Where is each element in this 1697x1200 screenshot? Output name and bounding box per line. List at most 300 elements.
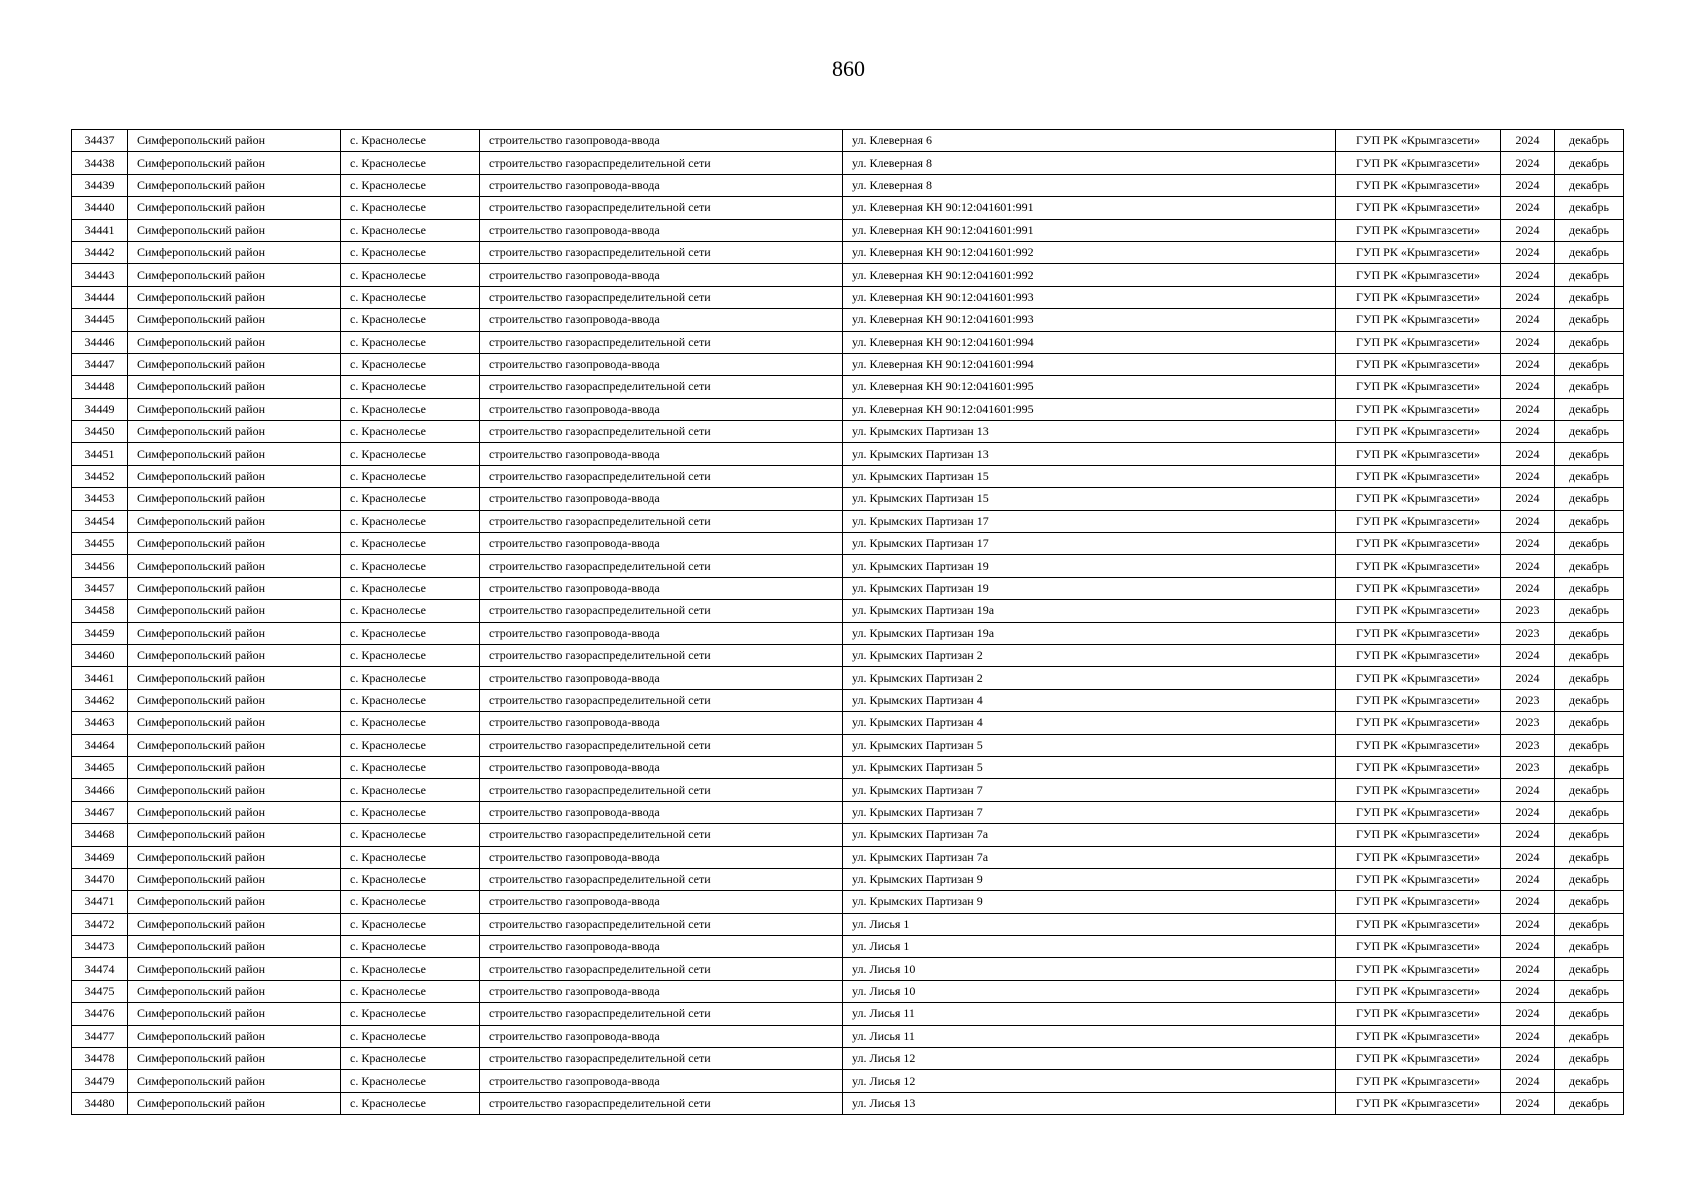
district-cell: Симферопольский район bbox=[128, 331, 341, 353]
work-type-cell: строительство газораспределительной сети bbox=[480, 868, 843, 890]
year-cell: 2024 bbox=[1501, 174, 1555, 196]
table-row bbox=[72, 1003, 1624, 1025]
address-cell: ул. Крымских Партизан 9 bbox=[843, 891, 1336, 913]
row-number: 34466 bbox=[72, 779, 128, 801]
year-cell: 2024 bbox=[1501, 891, 1555, 913]
organization-cell: ГУП РК «Крымгазсети» bbox=[1336, 1070, 1501, 1092]
row-number: 34462 bbox=[72, 689, 128, 711]
table-row bbox=[72, 241, 1624, 263]
district-cell: Симферопольский район bbox=[128, 264, 341, 286]
work-type-cell: строительство газопровода-ввода bbox=[480, 846, 843, 868]
table-row bbox=[72, 958, 1624, 980]
month-cell: декабрь bbox=[1555, 331, 1624, 353]
month-cell: декабрь bbox=[1555, 1092, 1624, 1114]
address-cell: ул. Клеверная КН 90:12:041601:995 bbox=[843, 398, 1336, 420]
work-type-cell: строительство газопровода-ввода bbox=[480, 488, 843, 510]
row-number: 34461 bbox=[72, 667, 128, 689]
organization-cell: ГУП РК «Крымгазсети» bbox=[1336, 219, 1501, 241]
work-type-cell: строительство газопровода-ввода bbox=[480, 980, 843, 1002]
settlement-cell: с. Краснолесье bbox=[341, 712, 480, 734]
table-row bbox=[72, 980, 1624, 1002]
organization-cell: ГУП РК «Крымгазсети» bbox=[1336, 398, 1501, 420]
work-type-cell: строительство газопровода-ввода bbox=[480, 1070, 843, 1092]
month-cell: декабрь bbox=[1555, 600, 1624, 622]
settlement-cell: с. Краснолесье bbox=[341, 331, 480, 353]
year-cell: 2024 bbox=[1501, 801, 1555, 823]
month-cell: декабрь bbox=[1555, 958, 1624, 980]
month-cell: декабрь bbox=[1555, 1025, 1624, 1047]
district-cell: Симферопольский район bbox=[128, 712, 341, 734]
year-cell: 2024 bbox=[1501, 443, 1555, 465]
district-cell: Симферопольский район bbox=[128, 241, 341, 263]
row-number: 34478 bbox=[72, 1048, 128, 1070]
organization-cell: ГУП РК «Крымгазсети» bbox=[1336, 174, 1501, 196]
month-cell: декабрь bbox=[1555, 577, 1624, 599]
table-row bbox=[72, 600, 1624, 622]
table-row bbox=[72, 846, 1624, 868]
year-cell: 2024 bbox=[1501, 1092, 1555, 1114]
month-cell: декабрь bbox=[1555, 555, 1624, 577]
month-cell: декабрь bbox=[1555, 622, 1624, 644]
settlement-cell: с. Краснолесье bbox=[341, 353, 480, 375]
row-number: 34446 bbox=[72, 331, 128, 353]
table-row bbox=[72, 421, 1624, 443]
district-cell: Симферопольский район bbox=[128, 219, 341, 241]
district-cell: Симферопольский район bbox=[128, 130, 341, 152]
settlement-cell: с. Краснолесье bbox=[341, 309, 480, 331]
work-type-cell: строительство газопровода-ввода bbox=[480, 756, 843, 778]
organization-cell: ГУП РК «Крымгазсети» bbox=[1336, 577, 1501, 599]
organization-cell: ГУП РК «Крымгазсети» bbox=[1336, 1003, 1501, 1025]
table-row bbox=[72, 152, 1624, 174]
row-number: 34465 bbox=[72, 756, 128, 778]
address-cell: ул. Клеверная КН 90:12:041601:994 bbox=[843, 331, 1336, 353]
table-row bbox=[72, 331, 1624, 353]
organization-cell: ГУП РК «Крымгазсети» bbox=[1336, 980, 1501, 1002]
month-cell: декабрь bbox=[1555, 779, 1624, 801]
table-row bbox=[72, 1025, 1624, 1047]
month-cell: декабрь bbox=[1555, 309, 1624, 331]
organization-cell: ГУП РК «Крымгазсети» bbox=[1336, 756, 1501, 778]
district-cell: Симферопольский район bbox=[128, 152, 341, 174]
district-cell: Симферопольский район bbox=[128, 980, 341, 1002]
district-cell: Симферопольский район bbox=[128, 801, 341, 823]
organization-cell: ГУП РК «Крымгазсети» bbox=[1336, 1025, 1501, 1047]
row-number: 34468 bbox=[72, 824, 128, 846]
settlement-cell: с. Краснолесье bbox=[341, 264, 480, 286]
table-row bbox=[72, 936, 1624, 958]
year-cell: 2024 bbox=[1501, 331, 1555, 353]
row-number: 34449 bbox=[72, 398, 128, 420]
work-type-cell: строительство газопровода-ввода bbox=[480, 174, 843, 196]
district-cell: Симферопольский район bbox=[128, 443, 341, 465]
work-type-cell: строительство газораспределительной сети bbox=[480, 376, 843, 398]
table-row bbox=[72, 801, 1624, 823]
month-cell: декабрь bbox=[1555, 443, 1624, 465]
organization-cell: ГУП РК «Крымгазсети» bbox=[1336, 197, 1501, 219]
year-cell: 2024 bbox=[1501, 779, 1555, 801]
year-cell: 2024 bbox=[1501, 421, 1555, 443]
row-number: 34471 bbox=[72, 891, 128, 913]
settlement-cell: с. Краснолесье bbox=[341, 1092, 480, 1114]
table-row bbox=[72, 465, 1624, 487]
row-number: 34479 bbox=[72, 1070, 128, 1092]
district-cell: Симферопольский район bbox=[128, 846, 341, 868]
year-cell: 2023 bbox=[1501, 600, 1555, 622]
year-cell: 2024 bbox=[1501, 219, 1555, 241]
year-cell: 2024 bbox=[1501, 1048, 1555, 1070]
district-cell: Симферопольский район bbox=[128, 197, 341, 219]
month-cell: декабрь bbox=[1555, 152, 1624, 174]
settlement-cell: с. Краснолесье bbox=[341, 824, 480, 846]
address-cell: ул. Клеверная КН 90:12:041601:994 bbox=[843, 353, 1336, 375]
year-cell: 2023 bbox=[1501, 689, 1555, 711]
organization-cell: ГУП РК «Крымгазсети» bbox=[1336, 891, 1501, 913]
work-type-cell: строительство газораспределительной сети bbox=[480, 600, 843, 622]
organization-cell: ГУП РК «Крымгазсети» bbox=[1336, 130, 1501, 152]
month-cell: декабрь bbox=[1555, 846, 1624, 868]
settlement-cell: с. Краснолесье bbox=[341, 622, 480, 644]
settlement-cell: с. Краснолесье bbox=[341, 891, 480, 913]
month-cell: декабрь bbox=[1555, 868, 1624, 890]
address-cell: ул. Крымских Партизан 19 bbox=[843, 555, 1336, 577]
settlement-cell: с. Краснолесье bbox=[341, 286, 480, 308]
month-cell: декабрь bbox=[1555, 421, 1624, 443]
year-cell: 2024 bbox=[1501, 152, 1555, 174]
address-cell: ул. Лисья 10 bbox=[843, 958, 1336, 980]
work-type-cell: строительство газораспределительной сети bbox=[480, 913, 843, 935]
district-cell: Симферопольский район bbox=[128, 510, 341, 532]
address-cell: ул. Крымских Партизан 15 bbox=[843, 488, 1336, 510]
district-cell: Симферопольский район bbox=[128, 667, 341, 689]
settlement-cell: с. Краснолесье bbox=[341, 913, 480, 935]
work-type-cell: строительство газопровода-ввода bbox=[480, 622, 843, 644]
row-number: 34480 bbox=[72, 1092, 128, 1114]
work-type-cell: строительство газопровода-ввода bbox=[480, 891, 843, 913]
organization-cell: ГУП РК «Крымгазсети» bbox=[1336, 779, 1501, 801]
district-cell: Симферопольский район bbox=[128, 174, 341, 196]
address-cell: ул. Крымских Партизан 7а bbox=[843, 846, 1336, 868]
organization-cell: ГУП РК «Крымгазсети» bbox=[1336, 443, 1501, 465]
month-cell: декабрь bbox=[1555, 667, 1624, 689]
district-cell: Симферопольский район bbox=[128, 824, 341, 846]
district-cell: Симферопольский район bbox=[128, 868, 341, 890]
year-cell: 2024 bbox=[1501, 958, 1555, 980]
table-row bbox=[72, 555, 1624, 577]
month-cell: декабрь bbox=[1555, 1070, 1624, 1092]
settlement-cell: с. Краснолесье bbox=[341, 398, 480, 420]
organization-cell: ГУП РК «Крымгазсети» bbox=[1336, 644, 1501, 666]
month-cell: декабрь bbox=[1555, 689, 1624, 711]
settlement-cell: с. Краснолесье bbox=[341, 376, 480, 398]
work-type-cell: строительство газопровода-ввода bbox=[480, 443, 843, 465]
district-cell: Симферопольский район bbox=[128, 1070, 341, 1092]
table-row bbox=[72, 398, 1624, 420]
organization-cell: ГУП РК «Крымгазсети» bbox=[1336, 734, 1501, 756]
row-number: 34464 bbox=[72, 734, 128, 756]
year-cell: 2024 bbox=[1501, 936, 1555, 958]
district-cell: Симферопольский район bbox=[128, 891, 341, 913]
settlement-cell: с. Краснолесье bbox=[341, 980, 480, 1002]
year-cell: 2024 bbox=[1501, 980, 1555, 1002]
month-cell: декабрь bbox=[1555, 353, 1624, 375]
work-type-cell: строительство газопровода-ввода bbox=[480, 264, 843, 286]
organization-cell: ГУП РК «Крымгазсети» bbox=[1336, 1048, 1501, 1070]
district-cell: Симферопольский район bbox=[128, 488, 341, 510]
address-cell: ул. Клеверная КН 90:12:041601:993 bbox=[843, 309, 1336, 331]
row-number: 34448 bbox=[72, 376, 128, 398]
row-number: 34457 bbox=[72, 577, 128, 599]
settlement-cell: с. Краснолесье bbox=[341, 510, 480, 532]
month-cell: декабрь bbox=[1555, 1003, 1624, 1025]
settlement-cell: с. Краснолесье bbox=[341, 174, 480, 196]
year-cell: 2024 bbox=[1501, 667, 1555, 689]
district-cell: Симферопольский район bbox=[128, 644, 341, 666]
organization-cell: ГУП РК «Крымгазсети» bbox=[1336, 510, 1501, 532]
month-cell: декабрь bbox=[1555, 488, 1624, 510]
table-row bbox=[72, 644, 1624, 666]
table-row bbox=[72, 1070, 1624, 1092]
gasification-registry-table bbox=[71, 129, 1624, 1115]
month-cell: декабрь bbox=[1555, 824, 1624, 846]
work-type-cell: строительство газораспределительной сети bbox=[480, 421, 843, 443]
row-number: 34455 bbox=[72, 533, 128, 555]
table-row bbox=[72, 219, 1624, 241]
table-row bbox=[72, 130, 1624, 152]
row-number: 34437 bbox=[72, 130, 128, 152]
month-cell: декабрь bbox=[1555, 936, 1624, 958]
month-cell: декабрь bbox=[1555, 913, 1624, 935]
work-type-cell: строительство газораспределительной сети bbox=[480, 1048, 843, 1070]
year-cell: 2024 bbox=[1501, 533, 1555, 555]
address-cell: ул. Крымских Партизан 15 bbox=[843, 465, 1336, 487]
year-cell: 2024 bbox=[1501, 824, 1555, 846]
row-number: 34475 bbox=[72, 980, 128, 1002]
district-cell: Симферопольский район bbox=[128, 465, 341, 487]
month-cell: декабрь bbox=[1555, 376, 1624, 398]
table-row bbox=[72, 756, 1624, 778]
settlement-cell: с. Краснолесье bbox=[341, 868, 480, 890]
table-row bbox=[72, 286, 1624, 308]
settlement-cell: с. Краснолесье bbox=[341, 779, 480, 801]
year-cell: 2024 bbox=[1501, 488, 1555, 510]
district-cell: Симферопольский район bbox=[128, 734, 341, 756]
address-cell: ул. Лисья 1 bbox=[843, 913, 1336, 935]
work-type-cell: строительство газораспределительной сети bbox=[480, 197, 843, 219]
organization-cell: ГУП РК «Крымгазсети» bbox=[1336, 533, 1501, 555]
year-cell: 2024 bbox=[1501, 241, 1555, 263]
row-number: 34456 bbox=[72, 555, 128, 577]
organization-cell: ГУП РК «Крымгазсети» bbox=[1336, 868, 1501, 890]
district-cell: Симферопольский район bbox=[128, 779, 341, 801]
address-cell: ул. Клеверная КН 90:12:041601:995 bbox=[843, 376, 1336, 398]
organization-cell: ГУП РК «Крымгазсети» bbox=[1336, 309, 1501, 331]
work-type-cell: строительство газораспределительной сети bbox=[480, 689, 843, 711]
district-cell: Симферопольский район bbox=[128, 936, 341, 958]
address-cell: ул. Крымских Партизан 7а bbox=[843, 824, 1336, 846]
address-cell: ул. Крымских Партизан 7 bbox=[843, 801, 1336, 823]
organization-cell: ГУП РК «Крымгазсети» bbox=[1336, 958, 1501, 980]
year-cell: 2024 bbox=[1501, 510, 1555, 532]
address-cell: ул. Крымских Партизан 19а bbox=[843, 600, 1336, 622]
address-cell: ул. Крымских Партизан 4 bbox=[843, 712, 1336, 734]
district-cell: Симферопольский район bbox=[128, 286, 341, 308]
address-cell: ул. Крымских Партизан 19 bbox=[843, 577, 1336, 599]
year-cell: 2024 bbox=[1501, 398, 1555, 420]
organization-cell: ГУП РК «Крымгазсети» bbox=[1336, 689, 1501, 711]
month-cell: декабрь bbox=[1555, 130, 1624, 152]
district-cell: Симферопольский район bbox=[128, 533, 341, 555]
year-cell: 2024 bbox=[1501, 1025, 1555, 1047]
month-cell: декабрь bbox=[1555, 756, 1624, 778]
organization-cell: ГУП РК «Крымгазсети» bbox=[1336, 331, 1501, 353]
month-cell: декабрь bbox=[1555, 891, 1624, 913]
address-cell: ул. Клеверная КН 90:12:041601:991 bbox=[843, 197, 1336, 219]
organization-cell: ГУП РК «Крымгазсети» bbox=[1336, 488, 1501, 510]
table-body bbox=[72, 130, 1624, 1115]
settlement-cell: с. Краснолесье bbox=[341, 734, 480, 756]
settlement-cell: с. Краснолесье bbox=[341, 577, 480, 599]
year-cell: 2024 bbox=[1501, 1070, 1555, 1092]
settlement-cell: с. Краснолесье bbox=[341, 600, 480, 622]
month-cell: декабрь bbox=[1555, 510, 1624, 532]
district-cell: Симферопольский район bbox=[128, 309, 341, 331]
address-cell: ул. Клеверная 8 bbox=[843, 152, 1336, 174]
work-type-cell: строительство газораспределительной сети bbox=[480, 779, 843, 801]
table-row bbox=[72, 734, 1624, 756]
settlement-cell: с. Краснолесье bbox=[341, 846, 480, 868]
work-type-cell: строительство газораспределительной сети bbox=[480, 644, 843, 666]
settlement-cell: с. Краснолесье bbox=[341, 443, 480, 465]
organization-cell: ГУП РК «Крымгазсети» bbox=[1336, 241, 1501, 263]
row-number: 34473 bbox=[72, 936, 128, 958]
year-cell: 2024 bbox=[1501, 555, 1555, 577]
district-cell: Симферопольский район bbox=[128, 353, 341, 375]
address-cell: ул. Клеверная КН 90:12:041601:992 bbox=[843, 264, 1336, 286]
work-type-cell: строительство газопровода-ввода bbox=[480, 533, 843, 555]
district-cell: Симферопольский район bbox=[128, 577, 341, 599]
year-cell: 2023 bbox=[1501, 712, 1555, 734]
table-row bbox=[72, 712, 1624, 734]
district-cell: Симферопольский район bbox=[128, 1003, 341, 1025]
organization-cell: ГУП РК «Крымгазсети» bbox=[1336, 376, 1501, 398]
table-row bbox=[72, 197, 1624, 219]
table-row bbox=[72, 1048, 1624, 1070]
address-cell: ул. Лисья 12 bbox=[843, 1048, 1336, 1070]
settlement-cell: с. Краснолесье bbox=[341, 958, 480, 980]
row-number: 34470 bbox=[72, 868, 128, 890]
row-number: 34440 bbox=[72, 197, 128, 219]
month-cell: декабрь bbox=[1555, 533, 1624, 555]
row-number: 34472 bbox=[72, 913, 128, 935]
work-type-cell: строительство газораспределительной сети bbox=[480, 1003, 843, 1025]
row-number: 34441 bbox=[72, 219, 128, 241]
month-cell: декабрь bbox=[1555, 174, 1624, 196]
address-cell: ул. Лисья 12 bbox=[843, 1070, 1336, 1092]
month-cell: декабрь bbox=[1555, 264, 1624, 286]
address-cell: ул. Клеверная КН 90:12:041601:992 bbox=[843, 241, 1336, 263]
year-cell: 2024 bbox=[1501, 376, 1555, 398]
address-cell: ул. Лисья 1 bbox=[843, 936, 1336, 958]
organization-cell: ГУП РК «Крымгазсети» bbox=[1336, 286, 1501, 308]
month-cell: декабрь bbox=[1555, 398, 1624, 420]
address-cell: ул. Лисья 11 bbox=[843, 1003, 1336, 1025]
month-cell: декабрь bbox=[1555, 197, 1624, 219]
row-number: 34459 bbox=[72, 622, 128, 644]
month-cell: декабрь bbox=[1555, 801, 1624, 823]
month-cell: декабрь bbox=[1555, 712, 1624, 734]
address-cell: ул. Крымских Партизан 2 bbox=[843, 667, 1336, 689]
year-cell: 2024 bbox=[1501, 846, 1555, 868]
row-number: 34477 bbox=[72, 1025, 128, 1047]
work-type-cell: строительство газораспределительной сети bbox=[480, 824, 843, 846]
district-cell: Симферопольский район bbox=[128, 1048, 341, 1070]
table-row bbox=[72, 891, 1624, 913]
work-type-cell: строительство газопровода-ввода bbox=[480, 667, 843, 689]
month-cell: декабрь bbox=[1555, 734, 1624, 756]
table-row bbox=[72, 533, 1624, 555]
row-number: 34454 bbox=[72, 510, 128, 532]
month-cell: декабрь bbox=[1555, 219, 1624, 241]
district-cell: Симферопольский район bbox=[128, 600, 341, 622]
address-cell: ул. Клеверная КН 90:12:041601:993 bbox=[843, 286, 1336, 308]
table-row bbox=[72, 488, 1624, 510]
settlement-cell: с. Краснолесье bbox=[341, 1025, 480, 1047]
address-cell: ул. Лисья 13 bbox=[843, 1092, 1336, 1114]
table-row bbox=[72, 667, 1624, 689]
organization-cell: ГУП РК «Крымгазсети» bbox=[1336, 264, 1501, 286]
table-row bbox=[72, 510, 1624, 532]
organization-cell: ГУП РК «Крымгазсети» bbox=[1336, 846, 1501, 868]
address-cell: ул. Крымских Партизан 17 bbox=[843, 510, 1336, 532]
settlement-cell: с. Краснолесье bbox=[341, 465, 480, 487]
work-type-cell: строительство газораспределительной сети bbox=[480, 465, 843, 487]
settlement-cell: с. Краснолесье bbox=[341, 801, 480, 823]
address-cell: ул. Крымских Партизан 9 bbox=[843, 868, 1336, 890]
table-row bbox=[72, 309, 1624, 331]
settlement-cell: с. Краснолесье bbox=[341, 533, 480, 555]
work-type-cell: строительство газораспределительной сети bbox=[480, 734, 843, 756]
work-type-cell: строительство газопровода-ввода bbox=[480, 130, 843, 152]
work-type-cell: строительство газораспределительной сети bbox=[480, 152, 843, 174]
table-row bbox=[72, 868, 1624, 890]
district-cell: Симферопольский район bbox=[128, 1092, 341, 1114]
organization-cell: ГУП РК «Крымгазсети» bbox=[1336, 936, 1501, 958]
row-number: 34460 bbox=[72, 644, 128, 666]
district-cell: Симферопольский район bbox=[128, 398, 341, 420]
work-type-cell: строительство газораспределительной сети bbox=[480, 510, 843, 532]
month-cell: декабрь bbox=[1555, 241, 1624, 263]
district-cell: Симферопольский район bbox=[128, 689, 341, 711]
row-number: 34445 bbox=[72, 309, 128, 331]
year-cell: 2024 bbox=[1501, 309, 1555, 331]
year-cell: 2024 bbox=[1501, 913, 1555, 935]
organization-cell: ГУП РК «Крымгазсети» bbox=[1336, 600, 1501, 622]
year-cell: 2024 bbox=[1501, 868, 1555, 890]
settlement-cell: с. Краснолесье bbox=[341, 555, 480, 577]
row-number: 34443 bbox=[72, 264, 128, 286]
year-cell: 2023 bbox=[1501, 756, 1555, 778]
month-cell: декабрь bbox=[1555, 465, 1624, 487]
row-number: 34458 bbox=[72, 600, 128, 622]
table-row bbox=[72, 622, 1624, 644]
district-cell: Симферопольский район bbox=[128, 376, 341, 398]
district-cell: Симферопольский район bbox=[128, 913, 341, 935]
row-number: 34444 bbox=[72, 286, 128, 308]
district-cell: Симферопольский район bbox=[128, 421, 341, 443]
address-cell: ул. Крымских Партизан 4 bbox=[843, 689, 1336, 711]
year-cell: 2024 bbox=[1501, 130, 1555, 152]
